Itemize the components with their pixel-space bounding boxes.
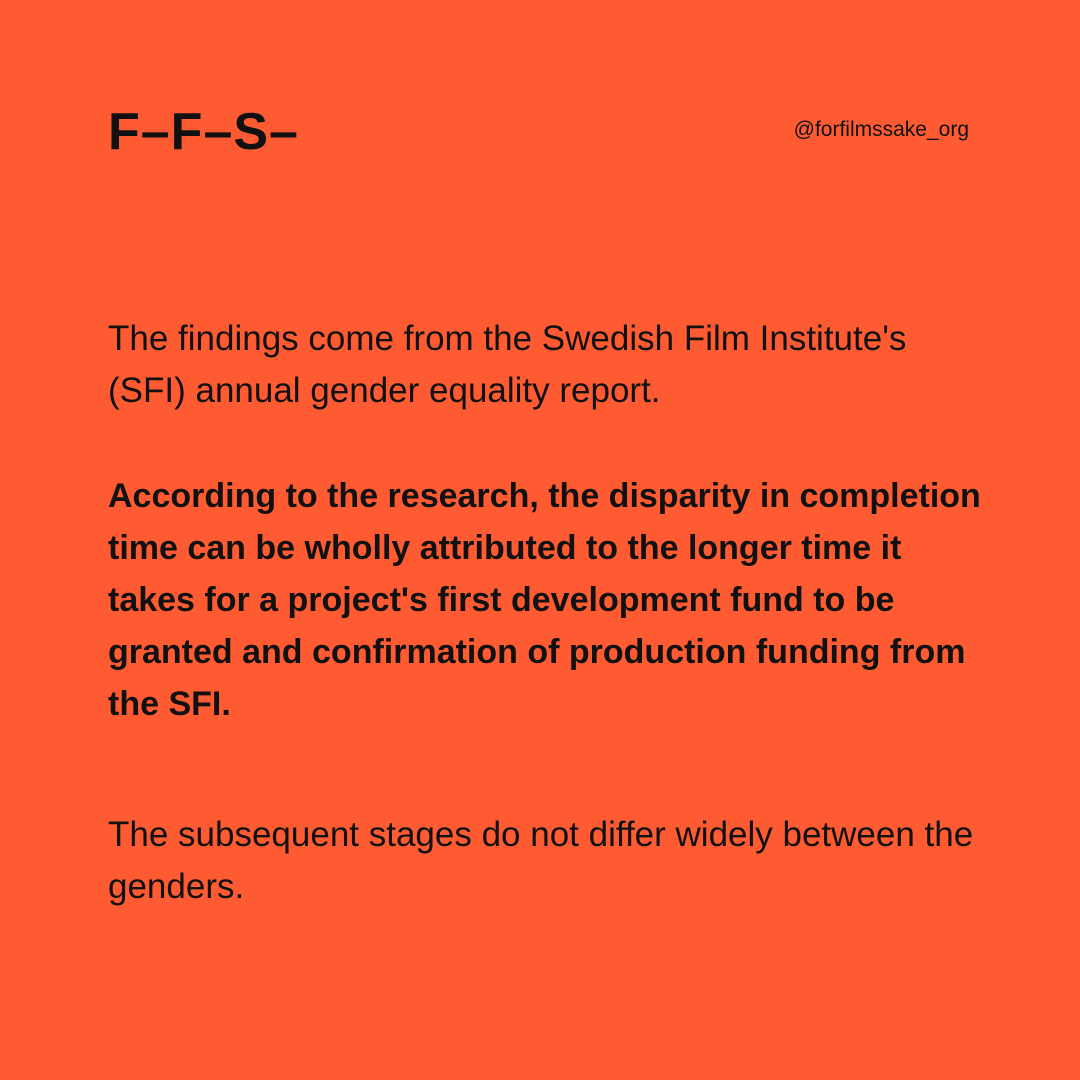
ffs-logo: F–F–S– — [108, 103, 299, 161]
social-handle: @forfilmssake_org — [793, 118, 969, 141]
highlight-paragraph: According to the research, the disparity in completion time can be wholly attributed to the longer time it takes for a project's first development fund to be granted and confirmation of production funding from the SFI. — [108, 477, 981, 723]
intro-paragraph: The findings come from the Swedish Film Institute's (SFI) annual gender equality report. — [108, 319, 907, 410]
closing-paragraph: The subsequent stages do not differ widely between the genders. — [108, 815, 974, 906]
